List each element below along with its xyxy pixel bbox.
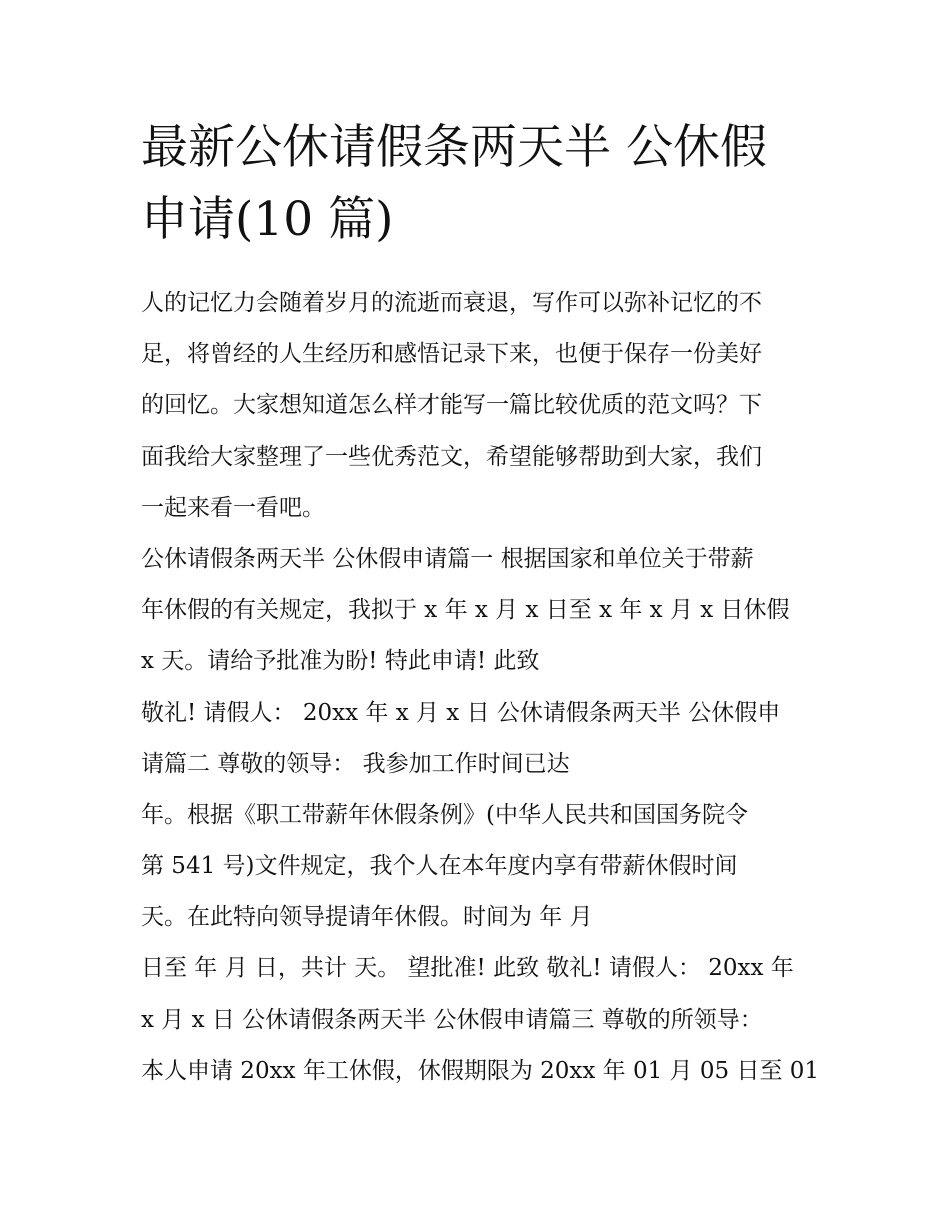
text-line: x 月 x 日 公休请假条两天半 公休假申请篇三 尊敬的所领导： (141, 1006, 763, 1033)
text-line: 敬礼! 请假人： 20xx 年 x 月 x 日 公休请假条两天半 公休假申 (141, 699, 781, 726)
text-line: 年休假的有关规定，我拟于 x 年 x 月 x 日至 x 年 x 月 x 日休假 (141, 597, 790, 624)
title-line-1: 最新公休请假条两天半 公休假 (141, 120, 767, 175)
text-line: 年。根据《职工带薪年休假条例》(中华人民共和国国务院令 (141, 801, 748, 828)
document-body (141, 278, 820, 1097)
text-line: 面我给大家整理了一些优秀范文，希望能够帮助到大家，我们 (141, 443, 762, 470)
text-line: 请篇二 尊敬的领导： 我参加工作时间已达 (141, 750, 570, 777)
text-line: 本人申请 20xx 年工休假，休假期限为 20xx 年 01 月 05 日至 01 (141, 1057, 820, 1084)
text-line: 足，将曾经的人生经历和感悟记录下来，也便于保存一份美好 (141, 341, 762, 368)
text-line: 公休请假条两天半 公休假申请篇一 根据国家和单位关于带薪 (141, 545, 754, 572)
document-content (141, 112, 820, 1097)
text-line: 一起来看一看吧。 (141, 494, 325, 521)
text-line: 人的记忆力会随着岁月的流逝而衰退，写作可以弥补记忆的不 (141, 290, 762, 316)
document-title (141, 112, 816, 256)
title-line-2: 申请(10 篇) (141, 192, 394, 247)
text-line: 第 541 号)文件规定，我个人在本年度内享有带薪休假时间 (141, 853, 738, 880)
text-line: 天。在此特向领导提请年休假。时间为 年 月 (141, 904, 593, 931)
text-line: 日至 年 月 日，共计 天。 望批准! 此致 敬礼! 请假人： 20xx 年 (141, 955, 794, 982)
text-line: 的回忆。大家想知道怎么样才能写一篇比较优质的范文吗？下 (141, 392, 762, 419)
text-line: x 天。请给予批准为盼! 特此申请! 此致 (141, 648, 540, 675)
